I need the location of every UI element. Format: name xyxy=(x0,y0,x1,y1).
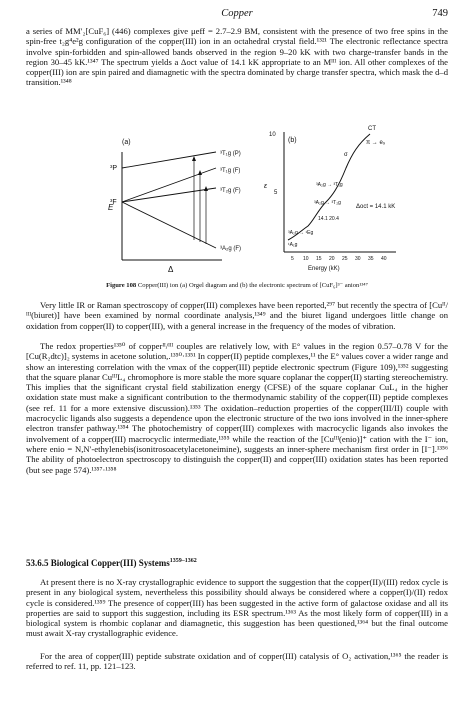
page-header xyxy=(26,8,448,22)
x-tick-40: 40 xyxy=(381,256,387,262)
y-tick-5: 5 xyxy=(274,190,278,196)
panel-a-label: (a) xyxy=(122,139,131,146)
line-t1g-f xyxy=(122,168,216,202)
annotation-a1g: ¹A₁g xyxy=(288,242,298,248)
line-a2g-f xyxy=(122,202,216,248)
annotation-ct: CT xyxy=(368,126,376,132)
x-tick-35: 35 xyxy=(368,256,374,262)
page-number: 749 xyxy=(432,8,448,19)
line-t1g-p xyxy=(122,152,216,168)
section-refs: 1359–1362 xyxy=(169,558,197,564)
caption-text: Copper(III) ion (a) Orgel diagram and (b) the electronic spectrum of [CuF₆]³⁻ anion¹³⁴⁷ xyxy=(137,282,368,289)
arrowhead-1 xyxy=(192,156,196,161)
arrowhead-3 xyxy=(204,186,208,191)
level-t1g-p: ³T₁g (P) xyxy=(220,151,241,157)
line-t2g-f xyxy=(122,188,216,202)
running-title: Copper xyxy=(221,8,253,19)
annotation-e1g: ³A₂g → ¹Eg xyxy=(288,230,314,236)
figure-108 xyxy=(26,122,448,282)
figure-caption xyxy=(26,282,448,290)
panel-a-y-label: E xyxy=(108,203,114,212)
paragraph-intro: a series of MM′₂[CuF₆] (446) complexes give μeff = 2.7–2.9 BM, consistent with the presence of two free spins in the spin-free t₂g⁴e²g configuration of the copper(III) ion in an octahedral crystal field.¹³²¹ The electronic reflectance spectra involve spin-forbidden and spin-allowed bands observed in the region 9–20 kK with two charge-transfer bands in the region 30–45 kK.¹³⁴⁷ The spectrum yields a Δoct value of 14.1 kK appropriate to an Mᴵᴵᴵ ion. All other complexes of the copper(III) ion are spin paired and diamagnetic with the spectra dominated by charge transfer spectra, which mask the d–d transition.¹³⁴⁸ xyxy=(26,26,448,88)
x-tick-10: 10 xyxy=(303,256,309,262)
section-title: Biological Copper(III) Systems xyxy=(50,558,170,568)
figure-graphic xyxy=(26,122,448,282)
level-a2g-f: ³A₂g (F) xyxy=(220,246,241,252)
paragraph-redox: The redox properties¹³⁵⁰ of copperᴵᴵ/ᴵᴵᴵ couples are relatively low, with E° values in the region 0.57–0.78 V for the [Cu(R₂dtc)]₂ systems in acetone solution,.¹³⁵⁰·¹³⁵¹ In copper(II) peptide complexes,¹¹ the E° values cover a wider range and show an interesting correlation with the νmax of the copper(III) peptide electronic spectrum (Figure 109),¹³⁵² suggesting that the square planar CuᴵᴵᴵL₄ chromophore is more stable the more square coplanar the copper(II) starting stereochemistry. This implies that the significant crystal field stabilization energy (CFSE) of the square coplanar CuL₄ in the higher oxidation state must make a significant contribution to the thermodynamic stability of the copper(III) peptide complexes (see ref. 11 for a more extensive discussion).¹³⁵³ The oxidation–reduction properties of the copper(III/II) couple with macrocyclic ligands also suggests a dependence upon the electronic structure of the two ions involved in the inner-sphere electron transfer pathway.¹³⁵⁴ The photochemistry of copper(III) complexes with macrocyclic ligands also invokes the involvement of a copper(III) macrocyclic intermediate,¹³⁵⁵ while the reaction of the [Cuᴵᴵᴵ(enio)]⁺ cation with the I⁻ ion, where enio = N,N′-ethylenebis(isonitrosoacetylacetoneimine), suggests an inner-sphere mechanism first order in [I⁻].¹³⁵⁶ The ability of photoelectron spectroscopy to distinguish the copper(II) and copper(III) oxidation states has been reported (but see page 574).¹³⁵⁷·¹³⁵⁸ xyxy=(26,341,448,475)
level-t2g-f: ³T₂g (F) xyxy=(220,188,241,194)
x-tick-15: 15 xyxy=(316,256,322,262)
annotation-t1g: ³A₂g → ³T₁g xyxy=(316,182,343,188)
panel-b-label: (b) xyxy=(288,137,297,144)
x-tick-25: 25 xyxy=(342,256,348,262)
x-tick-5: 5 xyxy=(291,256,294,262)
section-heading xyxy=(26,558,197,568)
annotation-values: 14.1 20.4 xyxy=(318,216,339,222)
level-t1g-f: ³T₁g (F) xyxy=(220,168,241,174)
caption-label: Figure 108 xyxy=(106,282,137,289)
panel-b-x-label: Energy (kK) xyxy=(308,266,340,272)
annotation-ct-transition: π → e₉ xyxy=(366,140,386,146)
annotation-delta: Δoct = 14.1 kK xyxy=(356,204,396,210)
paragraph-biological-1: At present there is no X-ray crystallographic evidence to support the suggestion that the copper(II)/(III) redox cycle is present in any biological system, nevertheless this possibility should always be considered where a copper(I)/(II) redox cycle is considered.¹³⁵⁹ The presence of copper(III) has been suggested in the active form of galactose oxidase and all its properties are said to support this suggestion, including its ESR spectrum.¹³⁶³ As the most likely form of copper(III) in a biological system is rhombic coplanar and diamagnetic, this suggestion has been questioned,¹³⁶⁴ but the final outcome must await X-ray crystallographic evidence. xyxy=(26,577,448,639)
arrowhead-2 xyxy=(198,170,202,175)
y-tick-10: 10 xyxy=(269,132,276,138)
panel-b-y-label: ε xyxy=(264,183,268,190)
panel-a-x-label: Δ xyxy=(168,265,174,274)
paragraph-ir-raman: Very little IR or Raman spectroscopy of copper(III) complexes have been reported,²⁹⁷ but recently the spectra of [Cuᴵᴵ/ᴵᴵᴵ(biuret)] have been examined by normal coordinate analysis,¹³⁴⁹ and the biuret ligand undergoes little change on oxidation from copper(II) to copper(III), with a general increase in the frequency of the modes of vibration. xyxy=(26,300,448,331)
section-number: 53.6.5 xyxy=(26,558,49,568)
annotation-t2g: ³A₂g → ³T₂g xyxy=(314,200,341,206)
annotation-sigma: σ xyxy=(344,152,348,158)
x-tick-30: 30 xyxy=(355,256,361,262)
paragraph-biological-2: For the area of copper(III) peptide substrate oxidation and of copper(III) catalysis of O₂ activation,¹³⁶⁵ the reader is referred to ref. 11, pp. 121–123. xyxy=(26,651,448,672)
term-3f: ³F xyxy=(110,199,117,206)
term-3p: ³P xyxy=(110,165,117,172)
x-tick-20: 20 xyxy=(329,256,335,262)
